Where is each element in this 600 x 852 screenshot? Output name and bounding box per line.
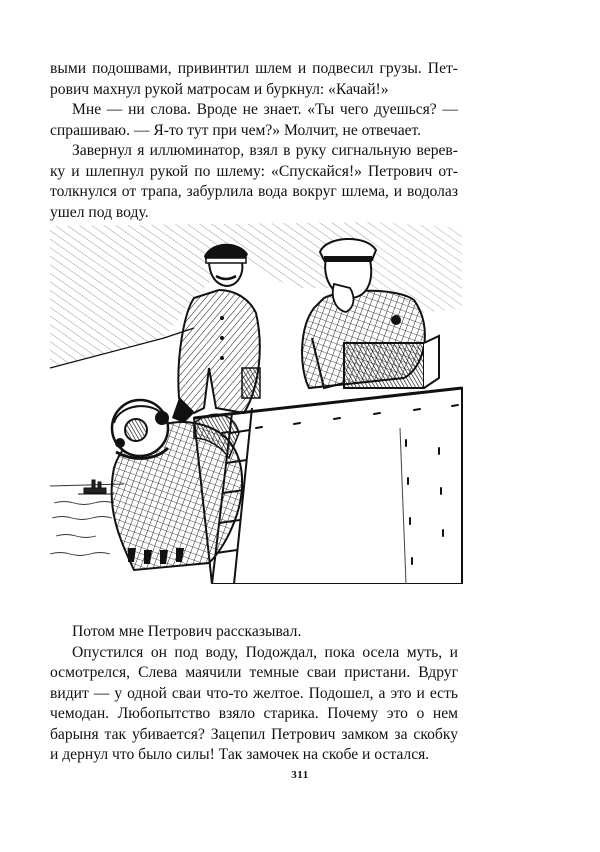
text-line: Опустился он под воду, Подождал, пока осела муть, и <box>72 643 458 661</box>
text-line: барыня так убивается? Зацепил Петрович замком за скобку <box>50 725 458 743</box>
text-line: ку и шлепнул рукой по шлему: «Спускайся!» Петрович от- <box>50 162 458 180</box>
text-line: чемодан. Любопытство взяло старика. Почему это о нем <box>50 705 458 722</box>
text-line: Мне — ни слова. Вроде не знает. «Ты чего дуешься? — <box>72 101 458 118</box>
text-line: осмотрелся, Слева маячили темные сваи пристани. Вдруг <box>50 664 458 681</box>
page-number: 311 <box>291 769 309 781</box>
text-line: Потом мне Петрович рассказывал. <box>72 623 302 640</box>
text-line: выми подошвами, привинтил шлем и подвесил грузы. Пет- <box>50 60 458 77</box>
text-line: видит — у одной сваи что-то желтое. Подошел, а это и есть <box>50 684 458 702</box>
illustration-diver-on-ladder <box>44 218 468 584</box>
paragraph <box>50 643 458 766</box>
text-line: рович махнул рукой матросам и буркнул: «Качай!» <box>50 80 389 98</box>
text-line: ушел под воду. <box>50 203 149 221</box>
text-line: и дернул что было силы! Так замочек на скобе и остался. <box>50 746 430 763</box>
text-line: спрашиваю. — Я-то тут при чем?» Молчит, не отвечает. <box>50 121 422 139</box>
paragraph <box>50 141 458 223</box>
paragraph <box>50 59 458 100</box>
paragraph <box>50 622 458 643</box>
text-line: толкнулся от трапа, забурлила вода вокруг шлема, и водолаз <box>50 183 458 200</box>
text-line: Завернул я иллюминатор, взял в руку сигнальную верев- <box>72 142 458 159</box>
distant-ship <box>78 480 114 494</box>
paragraph <box>50 100 458 141</box>
